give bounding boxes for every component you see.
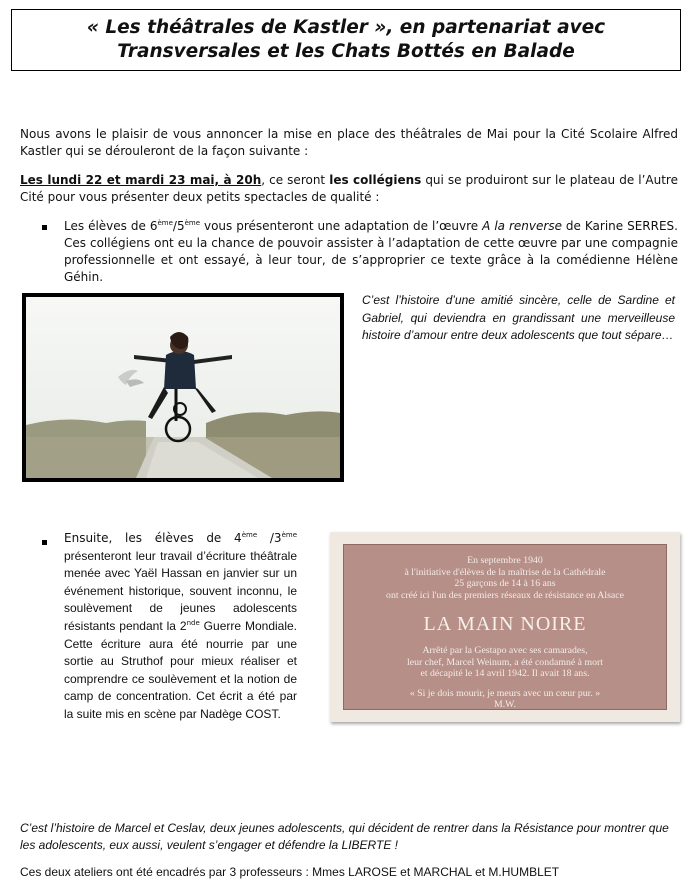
b1-text2: de Karine SERRES. Ces collégiens ont eu la chance de pouvoir assister à l’adaptation de cette œuvre par une compagnie professionnelle et ont essayé, à leur tour, de s’approprier ce texte grâce à la comédienne Hélène Géhin. [64,219,678,284]
story-1: C’est l’histoire d’une amitié sincère, celle de Sardine et Gabriel, qui deviendra en grandissant une merveilleuse histoire d’amour entre deux adolescents que tout sépare… [362,293,675,342]
dates-text-2: qui se produiront sur le plateau de l’Autre Cité pour vous présenter deux petits spectacles de qualité : [20,173,678,204]
bicycle-photo [22,293,344,482]
b2-start: Ensuite, les élèves de 4 [64,531,242,545]
plaque-panel [343,544,667,710]
b2-sup1: ème [241,531,258,539]
page-title: « Les théâtrales de Kastler », en partenariat avec Transversales et les Chats Bottés en Balade [86,17,606,62]
plaque-signature: M.W. [494,699,516,710]
intro-paragraph: Nous avons le plaisir de vous annoncer la mise en place des théâtrales de Mai pour la Cité Scolaire Alfred Kastler qui se dérouleront de la façon suivante : [20,127,678,158]
bullet-item-1 [64,218,678,286]
bullet-icon [42,218,47,235]
plaque-line-2: à l'initiative d'élèves de la maîtrise de la Cathédrale [404,566,606,578]
b1-text1: vous présenteront une adaptation de l’œuvre [200,219,483,233]
plaque-line-4: ont créé ici l'un des premiers réseaux de résistance en Alsace [386,589,624,601]
plaque-line-3: 25 garçons de 14 à 16 ans [454,578,556,589]
plaque-line-1: En septembre 1940 [467,555,543,566]
plaque-line-6: leur chef, Marcel Weinum, a été condamné à mort [407,656,603,668]
footer-credits: Ces deux ateliers ont été encadrés par 3 professeurs : Mmes LAROSE et MARCHAL et M.HUMBLET [20,865,560,879]
b1-sup2: ème [184,219,201,227]
plaque-quote: « Si je dois mourir, je meurs avec un cœur pur. » [409,687,601,699]
b2-sup2: ème [281,531,297,539]
plaque-line-5: Arrêté par la Gestapo avec ses camarades, [422,645,588,656]
bullet-item-2 [64,530,297,724]
plaque-title: LA MAIN NOIRE [423,613,587,635]
event-dates: Les lundi 22 et mardi 23 mai, à 20h [20,173,262,187]
b1-start: Les élèves de 6 [64,219,158,233]
b2-sup3: nde [186,618,200,627]
b2-text2: Guerre Mondiale. Cette écriture aura été nourrie par une sortie au Struthof pour mieux réaliser et comprendre ce soulèvement et la notion de camp de concentration. Cet écrit a été par la suite mis en scène par Nadège COST. [64,618,298,721]
memorial-plaque [330,532,680,722]
bullet-icon [42,533,47,550]
b1-mid: /5 [172,219,185,233]
work-title: A la renverse [482,219,562,233]
performers: les collégiens [329,173,422,187]
plaque-line-7: et décapité le 14 avril 1942. Il avait 18 ans. [420,668,590,679]
dates-text-1: , ce seront [261,173,330,187]
story-2: C’est l’histoire de Marcel et Ceslav, deux jeunes adolescents, qui décident de rentrer dans la Résistance pour montrer que les adolescents, eux aussi, veulent s’engager et défendre la LIBERTE ! [20,821,669,852]
dates-paragraph [20,172,678,206]
b2-mid: /3 [257,531,282,545]
b1-sup1: ème [157,219,173,227]
b2-text1: présenteront leur travail d’écriture théâtrale menée avec Yaël Hassan en janvier sur un événement historique, souvent inconnu, le soulèvement de jeunes adolescents résistants pendant la 2 [64,548,297,633]
title-box [11,9,681,71]
